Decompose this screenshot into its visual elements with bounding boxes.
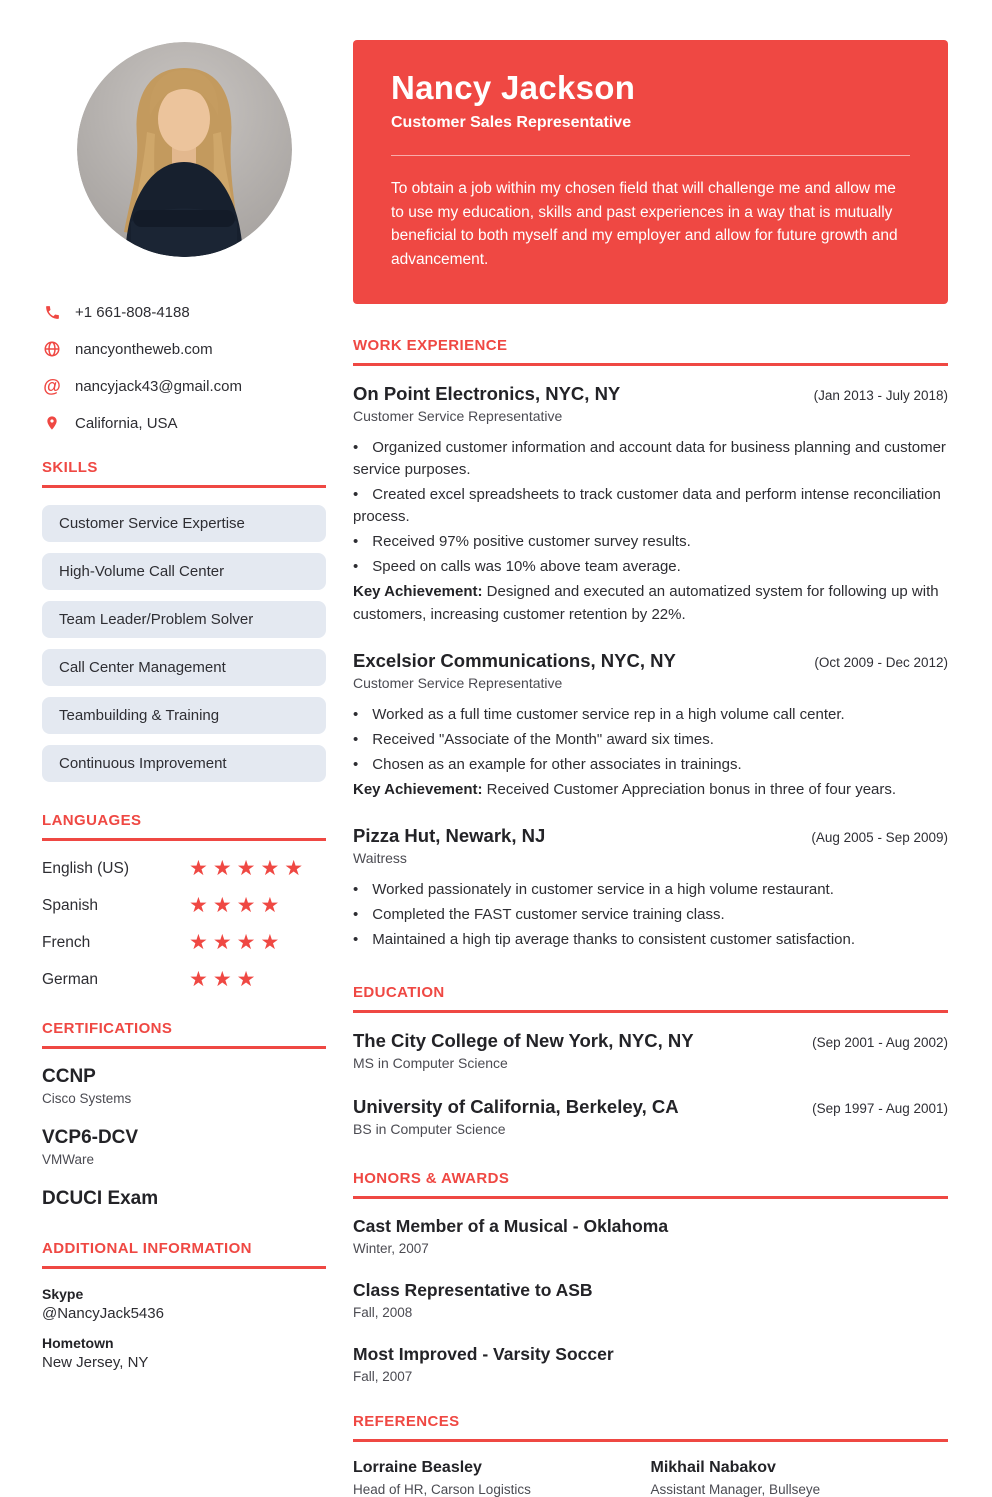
profile-photo: [77, 42, 292, 257]
references-list: [353, 1459, 948, 1497]
degree-name: MS in Computer Science: [353, 1054, 508, 1071]
key-achievement-text: Designed and executed an automatized system for following up with customers, increasing customer retention by 22%.: [353, 583, 939, 623]
phone-icon: [42, 302, 62, 322]
certification-name: DCUCI Exam: [42, 1188, 159, 1209]
key-achievement: [353, 779, 948, 801]
company-name: Pizza Hut, Newark, NJ: [353, 824, 546, 846]
language-row: [42, 932, 326, 953]
skills-list: [42, 505, 326, 782]
skill-pill: [42, 553, 326, 590]
bullet-item: • Chosen as an example for other associates in trainings.: [353, 754, 948, 776]
company-name: On Point Electronics, NYC, NY: [353, 383, 621, 405]
work-experience-item: [353, 825, 948, 951]
certification-item: [42, 1066, 326, 1106]
references-heading: REFERENCES: [353, 1413, 948, 1442]
star-rating: ★★★★: [189, 894, 285, 917]
certification-org: VMWare: [42, 1152, 95, 1167]
reference-name: Lorraine Beasley: [353, 1458, 482, 1476]
bullet-item: • Received 97% positive customer survey results.: [353, 531, 948, 553]
education-list: [353, 1030, 948, 1137]
honor-title: Most Improved - Varsity Soccer: [353, 1343, 614, 1364]
bullet-item: • Worked passionately in customer service in a high volume restaurant.: [353, 879, 948, 901]
references-section: [353, 1413, 948, 1497]
education-item: [353, 1030, 948, 1071]
key-achievement: [353, 581, 948, 625]
additional-info-section: [42, 1240, 326, 1371]
honor-item: [353, 1280, 948, 1320]
language-row: [42, 969, 326, 990]
globe-icon: [42, 339, 62, 359]
honors-section: [353, 1170, 948, 1384]
languages-heading: LANGUAGES: [42, 812, 326, 841]
key-achievement-label: Key Achievement:: [353, 583, 483, 601]
reference-item: [353, 1459, 651, 1497]
key-achievement-label: Key Achievement:: [353, 780, 483, 798]
job-role: Customer Service Representative: [353, 408, 563, 425]
school-date-range: (Sep 2001 - Aug 2002): [812, 1034, 948, 1050]
work-experience-section: [353, 337, 948, 951]
honor-item: [353, 1216, 948, 1256]
contact-info: [42, 302, 326, 433]
contact-location: [42, 413, 326, 433]
skill-pill: [42, 649, 326, 686]
skills-heading: SKILLS: [42, 459, 326, 488]
reference-role: Assistant Manager, Bullseye: [650, 1481, 821, 1497]
reference-role: Head of HR, Carson Logistics: [353, 1481, 531, 1497]
jobs-list: [353, 383, 948, 951]
reference-item: [651, 1459, 949, 1497]
job-role: Customer Service Representative: [353, 674, 563, 691]
objective-text: To obtain a job within my chosen field that will challenge me and allow me to use my education, skills and past experiences in a way that is mutually beneficial to both myself and my employer and allow for future growth and advancement.: [391, 180, 898, 268]
bullet-item: • Worked as a full time customer service rep in a high volume call center.: [353, 704, 948, 726]
skill-pill: [42, 601, 326, 638]
additional-info-label: Hometown: [42, 1335, 114, 1351]
website-url: nancyontheweb.com: [75, 340, 213, 358]
job-date-range: (Oct 2009 - Dec 2012): [814, 654, 948, 670]
bullet-item: • Created excel spreadsheets to track customer data and perform intense reconciliation process.: [353, 484, 948, 528]
company-name: Excelsior Communications, NYC, NY: [353, 649, 676, 671]
main-column: [353, 40, 948, 1497]
degree-name: BS in Computer Science: [353, 1120, 506, 1137]
education-item: [353, 1096, 948, 1137]
language-row: [42, 858, 326, 879]
additional-info-heading: ADDITIONAL INFORMATION: [42, 1240, 326, 1269]
reference-name: Mikhail Nabakov: [650, 1458, 776, 1476]
at-icon: @: [43, 376, 61, 396]
languages-list: [42, 858, 326, 990]
skill-label: Customer Service Expertise: [59, 515, 245, 532]
star-rating: ★★★★: [189, 931, 285, 954]
language-name: English (US): [42, 859, 129, 877]
school-name: University of California, Berkeley, CA: [353, 1095, 679, 1117]
bullet-item: • Received "Associate of the Month" award six times.: [353, 729, 948, 751]
school-name: The City College of New York, NYC, NY: [353, 1029, 694, 1051]
skill-pill: [42, 505, 326, 542]
certification-name: VCP6-DCV: [42, 1127, 139, 1148]
job-date-range: (Aug 2005 - Sep 2009): [811, 829, 948, 845]
languages-section: [42, 812, 326, 990]
bullet-item: • Speed on calls was 10% above team average.: [353, 556, 948, 578]
skill-label: High-Volume Call Center: [59, 563, 225, 580]
job-date-range: (Jan 2013 - July 2018): [813, 388, 948, 404]
hero-divider: [391, 155, 910, 156]
location-pin-icon: [42, 413, 62, 433]
certifications-section: [42, 1020, 326, 1210]
honor-title: Cast Member of a Musical - Oklahoma: [353, 1215, 669, 1236]
skill-label: Call Center Management: [59, 659, 226, 676]
language-name: Spanish: [42, 896, 99, 914]
work-experience-item: [353, 650, 948, 801]
certifications-list: [42, 1066, 326, 1210]
name-header-card: [353, 40, 948, 304]
additional-info-value: New Jersey, NY: [42, 1354, 149, 1371]
job-bullets: [353, 879, 948, 951]
education-section: [353, 984, 948, 1137]
honor-date: Winter, 2007: [353, 1240, 429, 1256]
sidebar: [42, 40, 326, 1497]
certification-item: [42, 1127, 326, 1167]
certification-name: CCNP: [42, 1066, 96, 1087]
skill-pill: [42, 697, 326, 734]
honor-title: Class Representative to ASB: [353, 1279, 593, 1300]
certification-org: Cisco Systems: [42, 1091, 132, 1106]
candidate-title: Customer Sales Representative: [391, 114, 632, 131]
language-name: German: [42, 970, 98, 988]
phone-number: +1 661-808-4188: [75, 303, 190, 321]
skill-label: Team Leader/Problem Solver: [59, 611, 254, 628]
additional-info-item: [42, 1335, 326, 1371]
contact-phone: [42, 302, 326, 322]
contact-email: [42, 376, 326, 396]
honor-item: [353, 1344, 948, 1384]
star-rating: ★★★★★: [189, 857, 309, 880]
additional-info-list: [42, 1286, 326, 1371]
language-row: [42, 895, 326, 916]
additional-info-value: @NancyJack5436: [42, 1305, 164, 1322]
honor-date: Fall, 2008: [353, 1304, 413, 1320]
bullet-item: • Maintained a high tip average thanks to consistent customer satisfaction.: [353, 929, 948, 951]
skill-label: Continuous Improvement: [59, 755, 227, 772]
job-role: Waitress: [353, 849, 407, 866]
work-experience-item: [353, 383, 948, 625]
education-heading: EDUCATION: [353, 984, 948, 1013]
candidate-name: Nancy Jackson: [391, 69, 636, 106]
email-address: nancyjack43@gmail.com: [75, 377, 242, 395]
job-bullets: [353, 437, 948, 578]
skill-pill: [42, 745, 326, 782]
honor-date: Fall, 2007: [353, 1368, 413, 1384]
honors-list: [353, 1216, 948, 1384]
additional-info-label: Skype: [42, 1286, 84, 1302]
language-name: French: [42, 933, 91, 951]
skills-section: [42, 459, 326, 782]
honors-heading: HONORS & AWARDS: [353, 1170, 948, 1199]
location-text: California, USA: [75, 414, 178, 432]
job-bullets: [353, 704, 948, 776]
certification-item: [42, 1188, 326, 1210]
key-achievement-text: Received Customer Appreciation bonus in three of four years.: [486, 780, 897, 798]
additional-info-item: [42, 1286, 326, 1322]
school-date-range: (Sep 1997 - Aug 2001): [812, 1100, 948, 1116]
work-experience-heading: WORK EXPERIENCE: [353, 337, 948, 366]
bullet-item: • Organized customer information and account data for business planning and customer service purposes.: [353, 437, 948, 481]
certifications-heading: CERTIFICATIONS: [42, 1020, 326, 1049]
star-rating: ★★★: [189, 968, 261, 991]
skill-label: Teambuilding & Training: [59, 707, 220, 724]
bullet-item: • Completed the FAST customer service training class.: [353, 904, 948, 926]
contact-website: [42, 339, 326, 359]
